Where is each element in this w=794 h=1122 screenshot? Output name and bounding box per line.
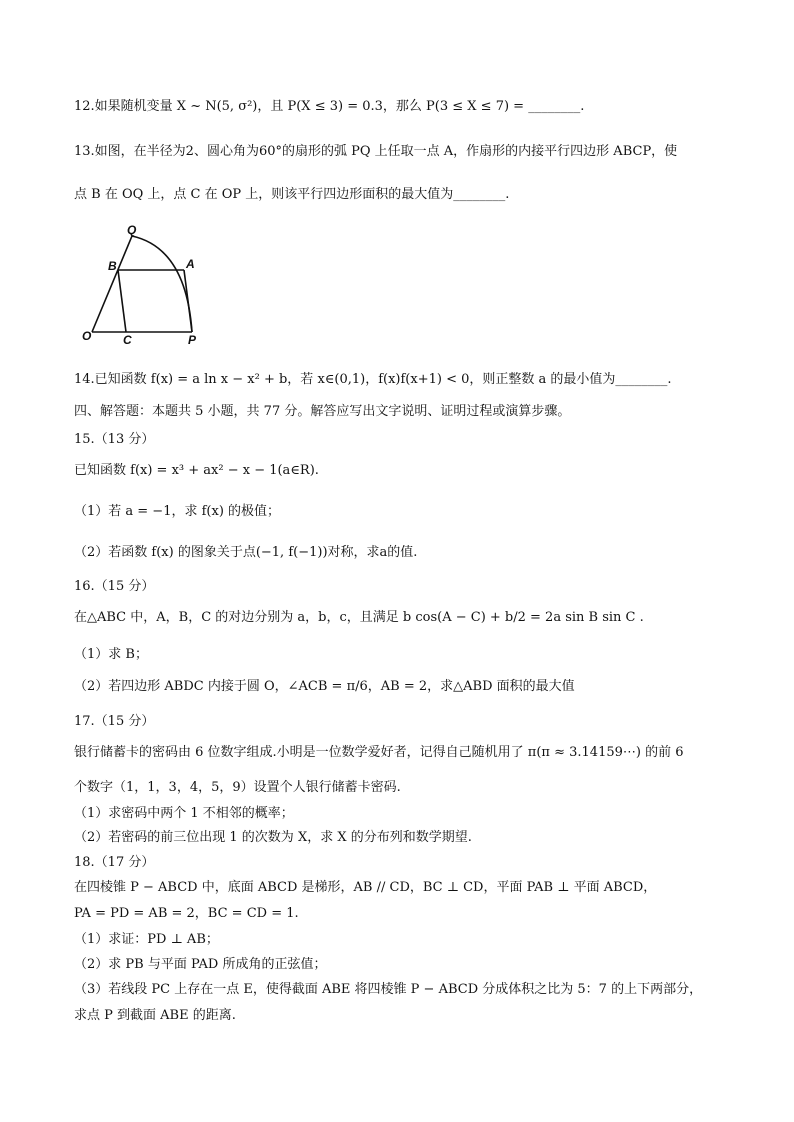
label-a: A	[186, 257, 195, 271]
question-18-stem-2: PA = PD = AB = 2，BC = CD = 1.	[74, 906, 299, 921]
label-q: Q	[127, 223, 137, 237]
segment-oq	[92, 236, 132, 332]
question-18-part-1: （1）求证：PD ⊥ AB；	[74, 932, 219, 947]
question-14: 14.已知函数 f(x) = a ln x − x² + b，若 x∈(0,1)，f(x)f(x+1) < 0，则正整数 a 的最小值为________.	[74, 372, 672, 387]
question-15-stem: 已知函数 f(x) = x³ + ax² − x − 1(a∈R).	[74, 463, 319, 478]
question-17-stem-2: 个数字（1，1，3，4，5，9）设置个人银行储蓄卡密码.	[74, 780, 401, 795]
label-p: P	[188, 333, 197, 347]
question-16-part-1: （1）求 B；	[74, 647, 148, 662]
label-c: C	[123, 333, 132, 347]
question-13-line-1: 13.如图，在半径为2、圆心角为60°的扇形的弧 PQ 上任取一点 A，作扇形的内接平行四边形 ABCP，使	[74, 144, 678, 159]
segment-bc	[118, 270, 126, 332]
question-13-line-2: 点 B 在 OQ 上，点 C 在 OP 上，则该平行四边形面积的最大值为________.	[74, 187, 510, 202]
question-15-part-1: （1）若 a = −1，求 f(x) 的极值；	[74, 504, 281, 519]
question-16-stem: 在△ABC 中，A，B，C 的对边分别为 a，b，c，且满足 b cos(A − C) + b/2 = 2a sin B sin C .	[74, 610, 644, 625]
question-18-stem-1: 在四棱锥 P − ABCD 中，底面 ABCD 是梯形，AB // CD，BC ⊥ CD，平面 PAB ⊥ 平面 ABCD，	[74, 880, 657, 895]
question-17-part-2: （2）若密码的前三位出现 1 的次数为 X，求 X 的分布列和数学期望.	[74, 830, 472, 845]
label-o: O	[82, 329, 92, 343]
question-18-part-3-b: 求点 P 到截面 ABE 的距离.	[74, 1008, 236, 1023]
sector-parallelogram-figure	[74, 220, 214, 350]
question-12: 12.如果随机变量 X ~ N(5, σ²)，且 P(X ≤ 3) = 0.3，那么 P(3 ≤ X ≤ 7) = ________.	[74, 99, 585, 114]
question-18-part-2: （2）求 PB 与平面 PAD 所成角的正弦值；	[74, 957, 327, 972]
question-16-header: 16.（15 分）	[74, 579, 155, 594]
section-4-heading: 四、解答题：本题共 5 小题，共 77 分。解答应写出文字说明、证明过程或演算步骤。	[74, 404, 571, 419]
label-b: B	[108, 259, 117, 273]
arc-pq	[132, 236, 192, 332]
question-17-stem-1: 银行储蓄卡的密码由 6 位数字组成.小明是一位数学爱好者，记得自己随机用了 π(π ≈ 3.14159⋯) 的前 6	[74, 745, 684, 760]
segment-ap	[184, 270, 192, 332]
question-17-part-1: （1）求密码中两个 1 不相邻的概率；	[74, 806, 294, 821]
question-16-part-2: （2）若四边形 ABDC 内接于圆 O，∠ACB = π/6，AB = 2，求△ABD 面积的最大值	[74, 679, 575, 694]
question-15-part-2: （2）若函数 f(x) 的图象关于点(−1, f(−1))对称，求a的值.	[74, 545, 418, 560]
question-17-header: 17.（15 分）	[74, 714, 155, 729]
question-18-part-3-a: （3）若线段 PC 上存在一点 E，使得截面 ABE 将四棱锥 P − ABCD 分成体积之比为 5：7 的上下两部分，	[74, 982, 703, 997]
question-15-header: 15.（13 分）	[74, 432, 155, 447]
question-18-header: 18.（17 分）	[74, 855, 155, 870]
